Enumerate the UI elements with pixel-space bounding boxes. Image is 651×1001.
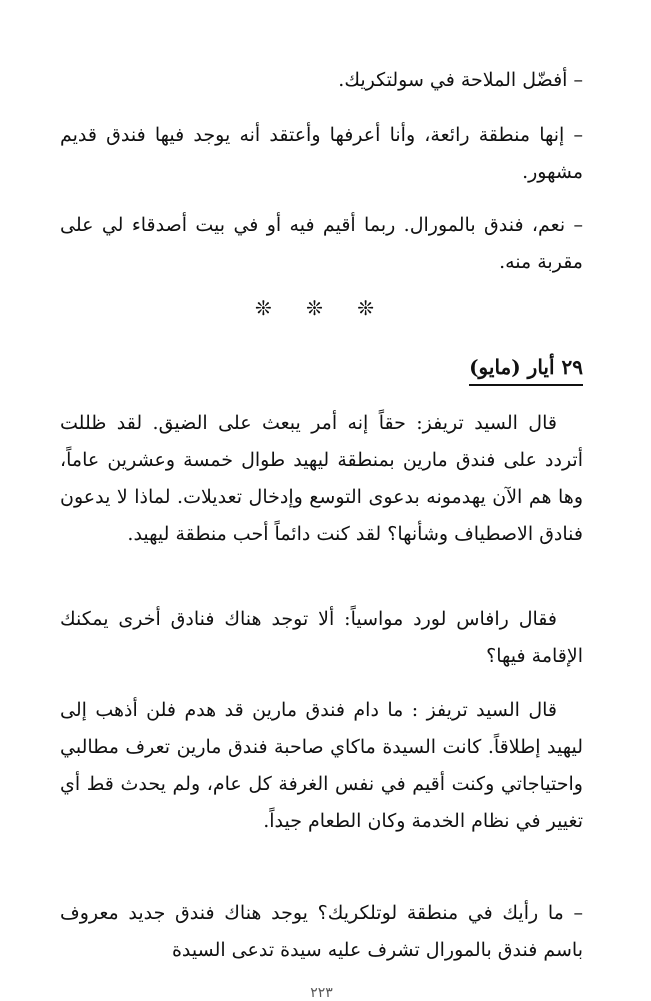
entry-paragraph: فقال رافاس لورد مواسياً: ألا توجد هناك فنادق أخرى يمكنك الإقامة فيها؟ xyxy=(60,608,583,667)
entry-paragraph: – ما رأيك في منطقة لوتلكريك؟ يوجد هناك فندق جديد معروف باسم فندق بالمورال تشرف عليه سيدة تدعى السيدة xyxy=(60,902,583,961)
dialogue-paragraph: – نعم، فندق بالمورال. ربما أقيم فيه أو في بيت أصدقاء لي على مقربة منه. xyxy=(60,214,583,273)
dialogue-paragraph: – إنها منطقة رائعة، وأنا أعرفها وأعتقد أنه يوجد فيها فندق قديم مشهور. xyxy=(60,124,583,183)
page-number: ٢٢٣ xyxy=(310,985,333,1001)
date-heading: ٢٩ أيار (مايو) xyxy=(469,352,583,386)
document-page xyxy=(60,0,583,1000)
section-separator: ❊ ❊ ❊ xyxy=(255,296,388,320)
entry-paragraph: قال السيد تريفز: حقاً إنه أمر يبعث على الضيق. لقد ظللت أتردد على فندق مارين بمنطقة ليهيد طوال خمسة وعشرين عاماً، وها هم الآن يهدمونه بدعوى التوسع وإدخال تعديلات. لماذا لا يدعون فنادق الاصطياف وشأنها؟ لقد كنت دائماً أحب منطقة ليهيد. xyxy=(60,412,583,545)
entry-paragraph: قال السيد تريفز : ما دام فندق مارين قد هدم فلن أذهب إلى ليهيد إطلاقاً. كانت السيدة ماكاي صاحبة فندق مارين تعرف مطالبي واحتياجاتي وكنت أقيم في نفس الغرفة كل عام، ولم يحدث قط أي تغيير في نظام الخدمة وكان الطعام جيداً. xyxy=(60,699,583,832)
dialogue-paragraph: – أفضّل الملاحة في سولتكريك. xyxy=(338,69,583,91)
